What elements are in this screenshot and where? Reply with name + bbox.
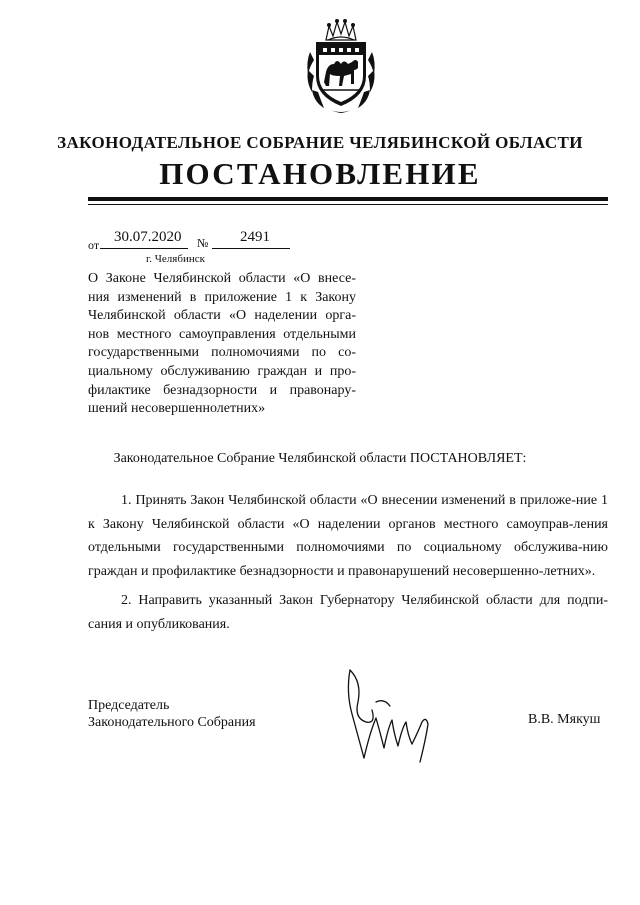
resolution-body xyxy=(88,489,608,642)
document-date: 30.07.2020 xyxy=(114,229,182,245)
document-type-heading: ПОСТАНОВЛЕНИЕ xyxy=(159,156,481,191)
header-rule-thick xyxy=(88,197,608,201)
signer-title: Председатель Законодательного Собрания xyxy=(88,698,256,730)
resolution-item: 2. Направить указанный Закон Губернатору Челябинской области для подпи-сания и опубликования. xyxy=(88,593,608,632)
handwritten-signature xyxy=(336,662,440,770)
number-prefix: № xyxy=(197,236,209,250)
signer-name: В.В. Мякуш xyxy=(528,712,601,727)
resolution-item: 1. Принять Закон Челябинской области «О внесении изменений в приложе-ние 1 к Закону Челябинской области «О наделении органов местного самоуправ-ления отдельными государственными полномочиями по социальному обслужива-нию граждан и профилактике безнадзорности и правонарушений несовершенно-летних». xyxy=(88,493,608,579)
header-rule-thin xyxy=(88,204,608,205)
coat-of-arms-emblem xyxy=(298,12,384,122)
document-number: 2491 xyxy=(240,229,270,245)
date-prefix: от xyxy=(88,238,100,252)
preamble: Законодательное Собрание Челябинской области ПОСТАНОВЛЯЕТ: xyxy=(113,451,527,466)
number-underline xyxy=(212,248,290,249)
organization-title: ЗАКОНОДАТЕЛЬНОЕ СОБРАНИЕ ЧЕЛЯБИНСКОЙ ОБЛАСТИ xyxy=(57,133,583,152)
date-underline xyxy=(100,248,188,249)
document-subject: О Законе Челябинской области «О внесе-ния изменений в приложение 1 к Закону Челябинской области «О наделении орга-нов местного самоуправления отдельными государственными полномочиями по со-циальному обслуживанию граждан и про-филактике безнадзорности и правонару-шений несовершеннолетних» xyxy=(88,271,356,417)
issue-city: г. Челябинск xyxy=(146,253,205,265)
